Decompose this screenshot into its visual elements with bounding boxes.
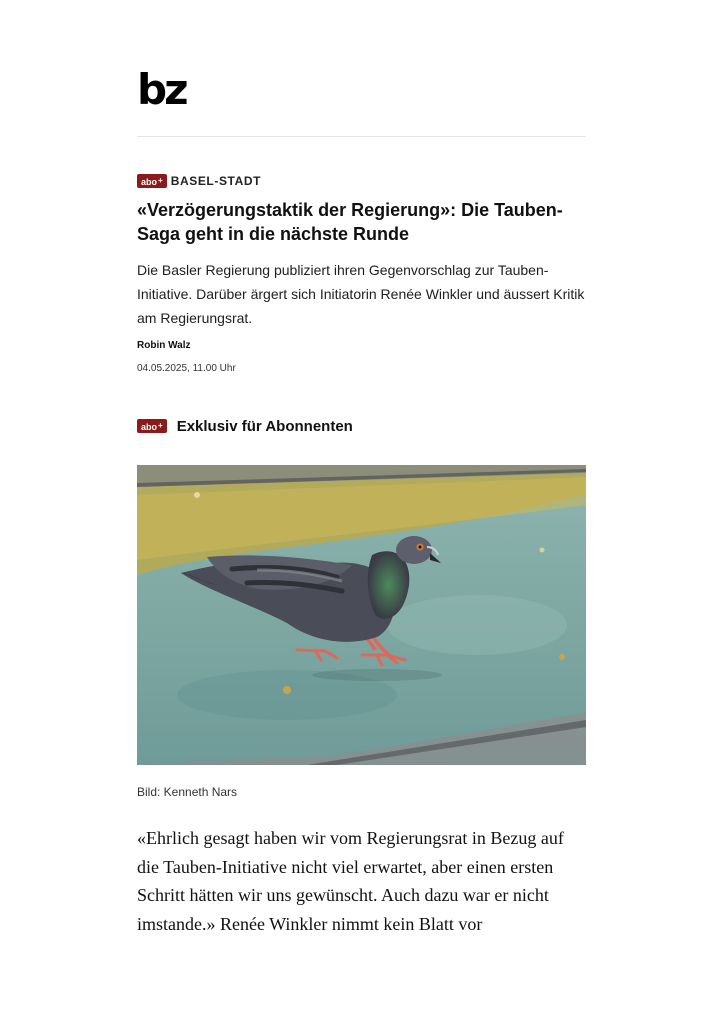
header-divider [137, 136, 586, 137]
author-name[interactable]: Robin Walz [137, 340, 191, 351]
publish-date: 04.05.2025, 11.00 Uhr [137, 363, 236, 374]
article-body: «Ehrlich gesagt haben wir vom Regierungsrat in Bezug auf die Tauben-Initiative nicht viel erwartet, aber einen ersten Schritt hätten wir uns gewünscht. Auch dazu war er nicht imstande.» Renée Winkler nimmt kein Blatt vor [137, 828, 564, 934]
exclusive-banner [137, 416, 353, 436]
pigeon-photo [137, 465, 586, 765]
article-lead: Die Basler Regierung publiziert ihren Gegenvorschlag zur Tauben-Initiative. Darüber ärgert sich Initiatorin Renée Winkler und äussert Kritik am Regierungsrat. [137, 262, 585, 326]
kicker-row [137, 173, 261, 189]
article-headline: «Verzögerungstaktik der Regierung»: Die Tauben-Saga geht in die nächste Runde [137, 200, 563, 244]
abo-badge-exclusive: abo+ [137, 419, 167, 433]
section-label[interactable]: BASEL-STADT [170, 174, 262, 188]
image-caption: Bild: Kenneth Nars [137, 785, 238, 799]
article-image[interactable] [137, 465, 586, 765]
brand-logo[interactable]: bz [137, 65, 186, 114]
exclusive-label: Exklusiv für Abonnenten [176, 417, 353, 435]
abo-badge: abo+ [137, 174, 167, 188]
